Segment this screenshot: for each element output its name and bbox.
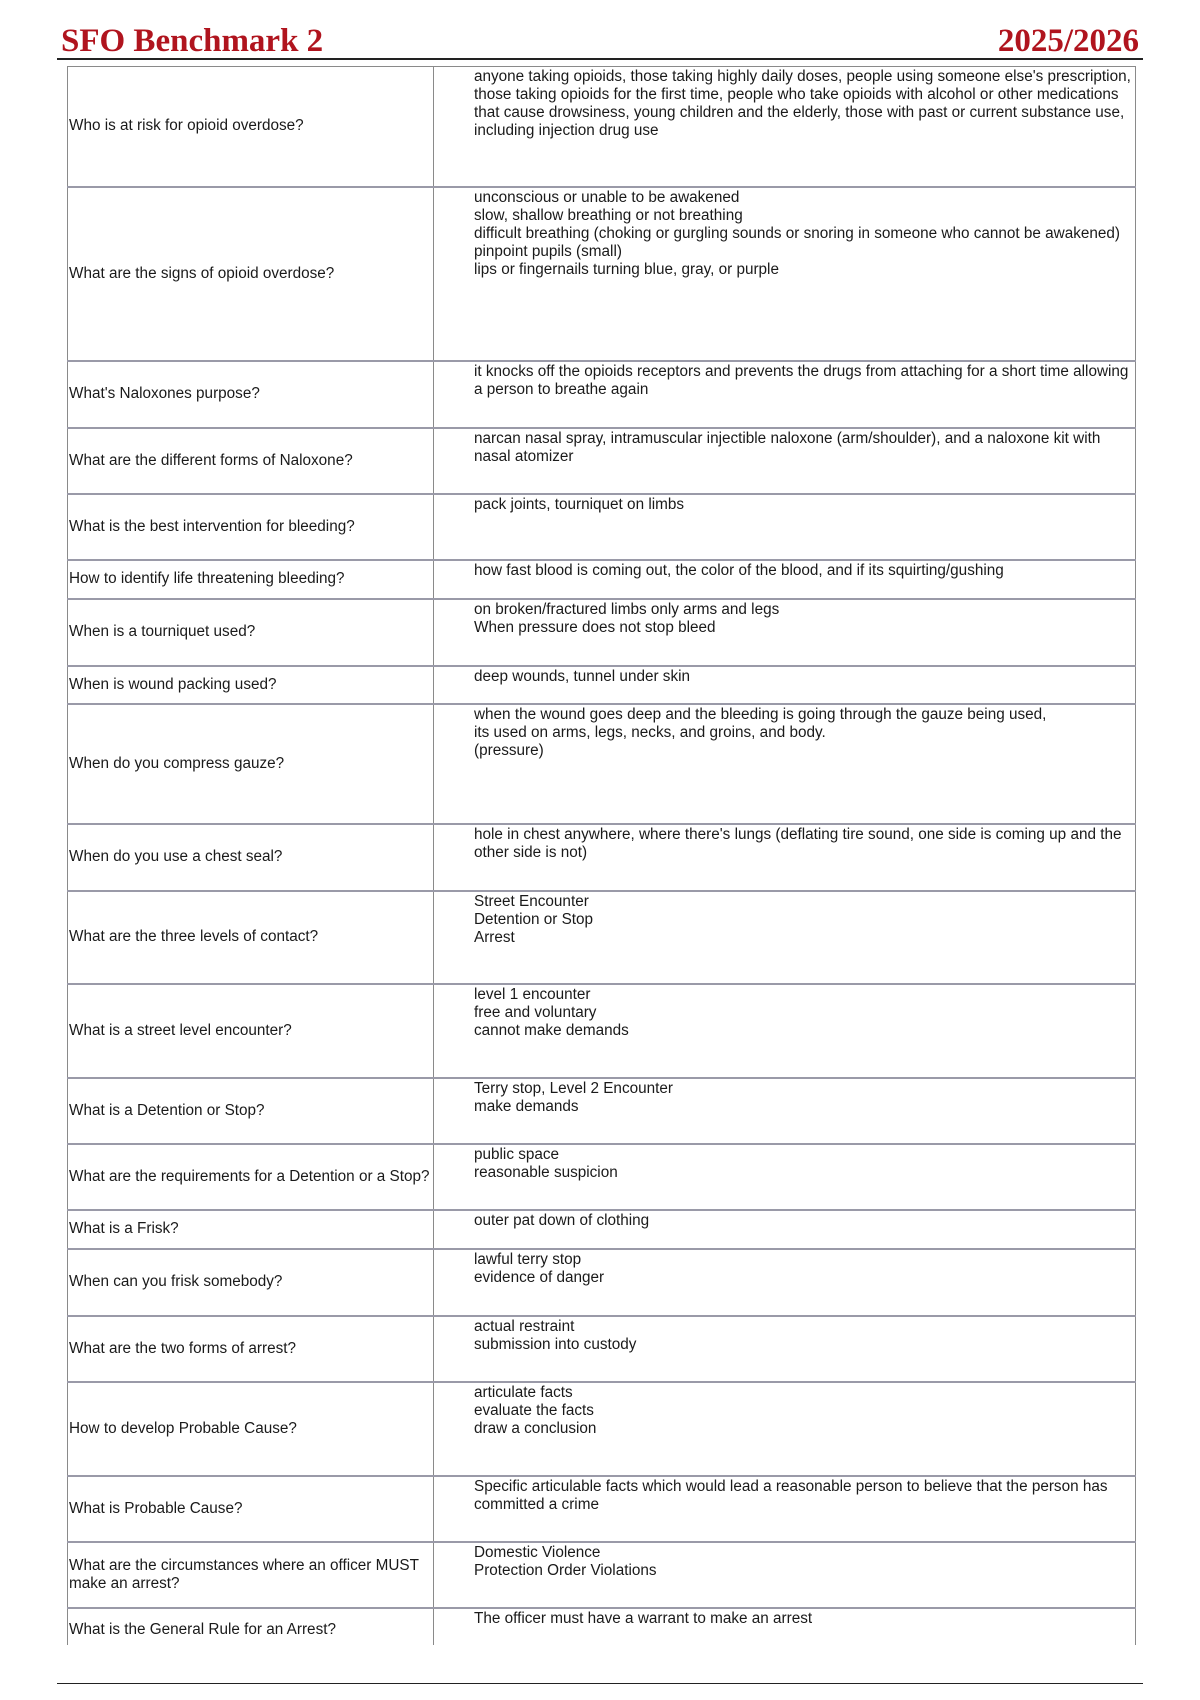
question-text: How to identify life threatening bleeding?: [69, 570, 345, 587]
qa-row: [68, 1078, 1136, 1144]
answer-cell: [434, 560, 1136, 599]
question-text: What are the requirements for a Detention or a Stop?: [69, 1167, 430, 1185]
qa-row: [68, 984, 1136, 1078]
document-year: 2025/2026: [997, 23, 1139, 59]
answer-line: evidence of danger: [474, 1268, 605, 1286]
answer-line: reasonable suspicion: [474, 1163, 618, 1181]
qa-row: [68, 560, 1136, 599]
answer-cell: [434, 666, 1136, 704]
answer-cell: [434, 1144, 1136, 1210]
question-cell: [68, 1249, 434, 1316]
answer-line: Arrest: [474, 928, 515, 946]
question-text: What is the best intervention for bleeding?: [69, 517, 355, 535]
answer-line: free and voluntary: [474, 1003, 597, 1021]
question-text: What is Probable Cause?: [69, 1499, 243, 1517]
question-text: What is a street level encounter?: [69, 1021, 292, 1039]
answer-line: narcan nasal spray, intramuscular injectible naloxone (arm/shoulder), and a naloxone kit with nasal atomizer: [474, 429, 1101, 465]
answer-cell: [434, 1476, 1136, 1542]
answer-cell: [434, 67, 1136, 187]
question-cell: [68, 494, 434, 560]
answer-line: how fast blood is coming out, the color of the blood, and if its squirting/gushing: [474, 561, 1004, 579]
question-text: What are the circumstances where an officer MUST make an arrest?: [69, 1556, 419, 1592]
qa-row: [68, 1144, 1136, 1210]
question-text: When do you compress gauze?: [69, 754, 285, 772]
qa-row: [68, 187, 1136, 361]
qa-table: [67, 66, 1136, 1645]
qa-row: [68, 1382, 1136, 1476]
qa-row: [68, 361, 1136, 428]
answer-cell: [434, 824, 1136, 891]
question-cell: [68, 666, 434, 704]
question-text: What are the two forms of arrest?: [69, 1339, 296, 1357]
question-cell: [68, 560, 434, 599]
qa-row: [68, 428, 1136, 494]
answer-line: Street Encounter: [474, 892, 589, 910]
footer-rule: [57, 1683, 1143, 1684]
question-cell: [68, 1316, 434, 1382]
question-cell: [68, 361, 434, 428]
answer-line: anyone taking opioids, those taking highly daily doses, people using someone else's prescription, those taking opioids for the first time, people who take opioids with alcohol or other medications that cause drowsiness, young children and the elderly, those with past or current substance use, including injection drug use: [474, 68, 1131, 139]
question-cell: [68, 824, 434, 891]
answer-line: Detention or Stop: [474, 910, 594, 928]
answer-line: draw a conclusion: [474, 1419, 597, 1437]
qa-row: [68, 1476, 1136, 1542]
question-text: When is a tourniquet used?: [69, 623, 256, 640]
answer-line: its used on arms, legs, necks, and groins, and body.: [474, 723, 826, 741]
question-cell: [68, 984, 434, 1078]
answer-cell: [434, 599, 1136, 666]
question-text: What is the General Rule for an Arrest?: [69, 1621, 336, 1638]
question-text: When can you frisk somebody?: [69, 1273, 283, 1290]
answer-line: evaluate the facts: [474, 1401, 594, 1419]
qa-row: [68, 891, 1136, 984]
answer-line: deep wounds, tunnel under skin: [474, 667, 691, 685]
answer-cell: [434, 187, 1136, 361]
question-text: What are the different forms of Naloxone?: [69, 451, 353, 469]
qa-row: [68, 599, 1136, 666]
qa-row: [68, 67, 1136, 187]
qa-row: [68, 1249, 1136, 1316]
question-cell: [68, 1144, 434, 1210]
question-cell: [68, 704, 434, 824]
answer-line: slow, shallow breathing or not breathing: [474, 206, 743, 224]
answer-line: hole in chest anywhere, where there's lungs (deflating tire sound, one side is coming up and the other side is not): [474, 825, 1122, 861]
question-cell: [68, 1078, 434, 1144]
question-cell: [68, 67, 434, 187]
question-cell: [68, 891, 434, 984]
answer-line: it knocks off the opioids receptors and prevents the drugs from attaching for a short time allowing a person to breathe again: [474, 362, 1129, 398]
question-cell: [68, 1210, 434, 1249]
question-cell: [68, 599, 434, 666]
answer-line: (pressure): [474, 741, 544, 759]
answer-line: articulate facts: [474, 1383, 573, 1401]
answer-line: outer pat down of clothing: [474, 1211, 650, 1229]
qa-row: [68, 824, 1136, 891]
answer-line: on broken/fractured limbs only arms and legs: [474, 600, 780, 618]
answer-cell: [434, 494, 1136, 560]
question-text: What's Naloxones purpose?: [69, 385, 260, 402]
answer-cell: [434, 984, 1136, 1078]
qa-row: [68, 1542, 1136, 1608]
answer-cell: [434, 1382, 1136, 1476]
qa-row: [68, 666, 1136, 704]
question-text: What are the three levels of contact?: [69, 928, 319, 945]
question-text: What are the signs of opioid overdose?: [69, 264, 335, 282]
answer-line: pinpoint pupils (small): [474, 242, 622, 260]
answer-line: pack joints, tourniquet on limbs: [474, 495, 685, 513]
answer-line: unconscious or unable to be awakened: [474, 188, 740, 206]
qa-row: [68, 494, 1136, 560]
answer-line: When pressure does not stop bleed: [474, 618, 716, 636]
answer-line: actual restraint: [474, 1317, 575, 1335]
question-cell: [68, 1476, 434, 1542]
question-text: When is wound packing used?: [69, 675, 277, 693]
document-title: SFO Benchmark 2: [61, 23, 324, 59]
question-cell: [68, 1382, 434, 1476]
answer-line: Domestic Violence: [474, 1543, 601, 1561]
answer-line: Specific articulable facts which would lead a reasonable person to believe that the person has committed a crime: [474, 1477, 1108, 1513]
answer-line: make demands: [474, 1097, 579, 1115]
answer-line: Protection Order Violations: [474, 1561, 657, 1579]
question-text: What is a Frisk?: [69, 1220, 179, 1237]
answer-cell: [434, 1249, 1136, 1316]
question-cell: [68, 187, 434, 361]
answer-cell: [434, 891, 1136, 984]
answer-line: The officer must have a warrant to make an arrest: [474, 1609, 813, 1627]
question-cell: [68, 1542, 434, 1608]
answer-line: submission into custody: [474, 1335, 637, 1353]
answer-line: level 1 encounter: [474, 985, 591, 1003]
answer-cell: [434, 1078, 1136, 1144]
question-text: Who is at risk for opioid overdose?: [69, 117, 304, 135]
answer-line: difficult breathing (choking or gurgling sounds or snoring in someone who cannot be awakened): [474, 224, 1120, 242]
question-cell: [68, 428, 434, 494]
answer-line: when the wound goes deep and the bleeding is going through the gauze being used,: [474, 705, 1047, 723]
answer-line: lawful terry stop: [474, 1250, 582, 1268]
answer-cell: [434, 1542, 1136, 1608]
qa-row: [68, 1608, 1136, 1646]
answer-line: Terry stop, Level 2 Encounter: [474, 1079, 673, 1097]
question-text: How to develop Probable Cause?: [69, 1419, 297, 1437]
answer-cell: [434, 428, 1136, 494]
answer-cell: [434, 1316, 1136, 1382]
answer-line: lips or fingernails turning blue, gray, or purple: [474, 260, 779, 278]
qa-row: [68, 1316, 1136, 1382]
qa-table-body: [68, 67, 1136, 1646]
question-text: When do you use a chest seal?: [69, 848, 283, 865]
question-cell: [68, 1608, 434, 1646]
answer-line: public space: [474, 1145, 560, 1163]
question-text: What is a Detention or Stop?: [69, 1101, 265, 1119]
answer-line: cannot make demands: [474, 1021, 629, 1039]
answer-cell: [434, 1608, 1136, 1646]
qa-row: [68, 1210, 1136, 1249]
answer-cell: [434, 704, 1136, 824]
qa-row: [68, 704, 1136, 824]
answer-cell: [434, 1210, 1136, 1249]
answer-cell: [434, 361, 1136, 428]
